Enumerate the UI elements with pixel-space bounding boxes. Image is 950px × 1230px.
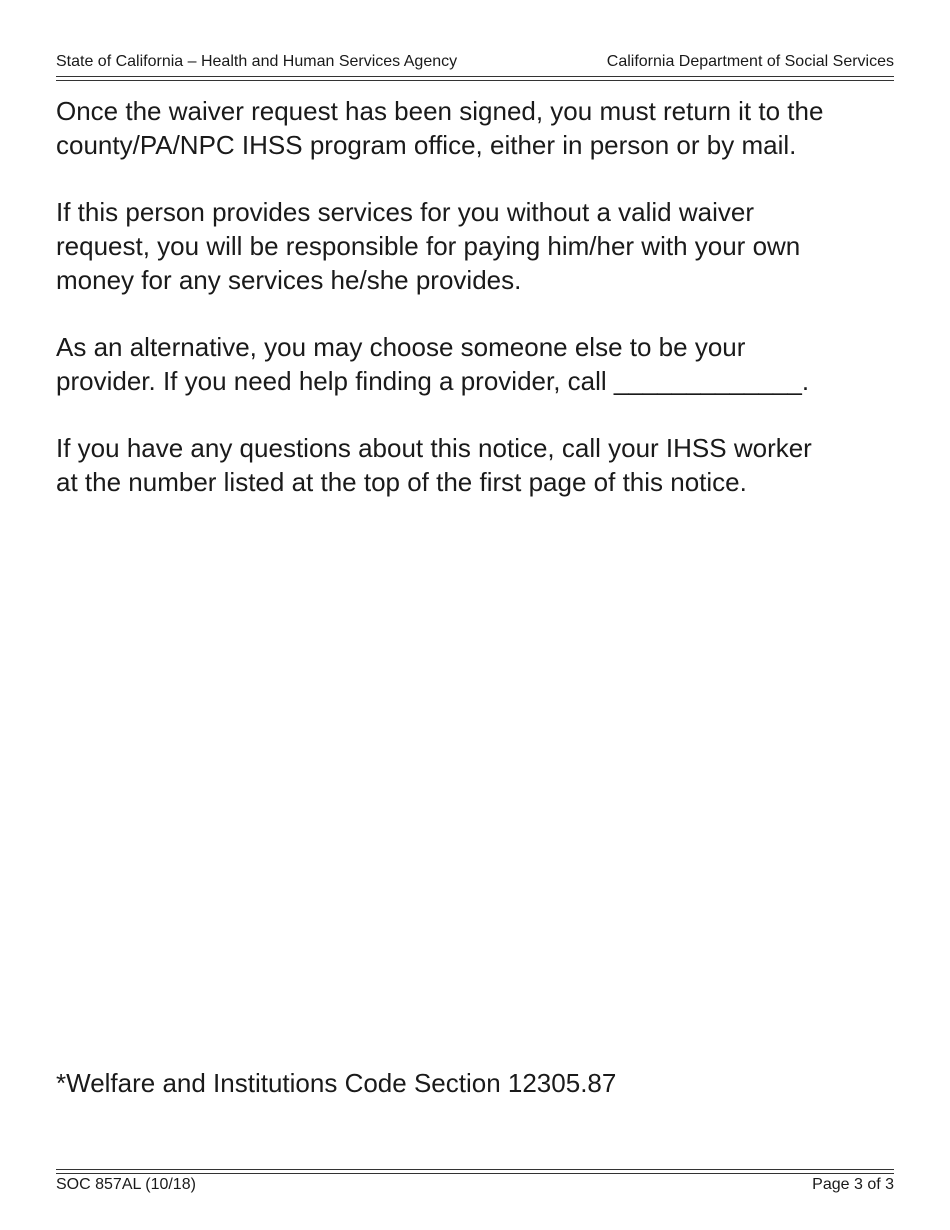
department-name: California Department of Social Services	[606, 53, 894, 70]
page-footer	[56, 1175, 894, 1195]
paragraph-payment-responsibility: If this person provides services for you without a valid waiver request, you will be responsible for paying him/her with your own money for any services he/she provides.	[56, 197, 801, 295]
paragraph-questions: If you have any questions about this notice, call your IHSS worker at the number listed at the top of the first page of this notice.	[56, 433, 812, 497]
page-number: Page 3 of 3	[812, 1176, 894, 1193]
header-divider	[56, 76, 894, 81]
notice-body	[56, 94, 906, 532]
footer-divider	[56, 1169, 894, 1174]
paragraph-alternative-provider: As an alternative, you may choose someone else to be your provider. If you need help finding a provider, call _____________.	[56, 332, 810, 396]
form-id: SOC 857AL (10/18)	[56, 1176, 196, 1193]
paragraph-return-waiver: Once the waiver request has been signed, you must return it to the county/PA/NPC IHSS program office, either in person or by mail.	[56, 96, 824, 160]
page-header	[56, 52, 894, 72]
code-section-footnote: *Welfare and Institutions Code Section 12305.87	[56, 1068, 617, 1098]
agency-name: State of California – Health and Human Services Agency	[56, 53, 458, 70]
